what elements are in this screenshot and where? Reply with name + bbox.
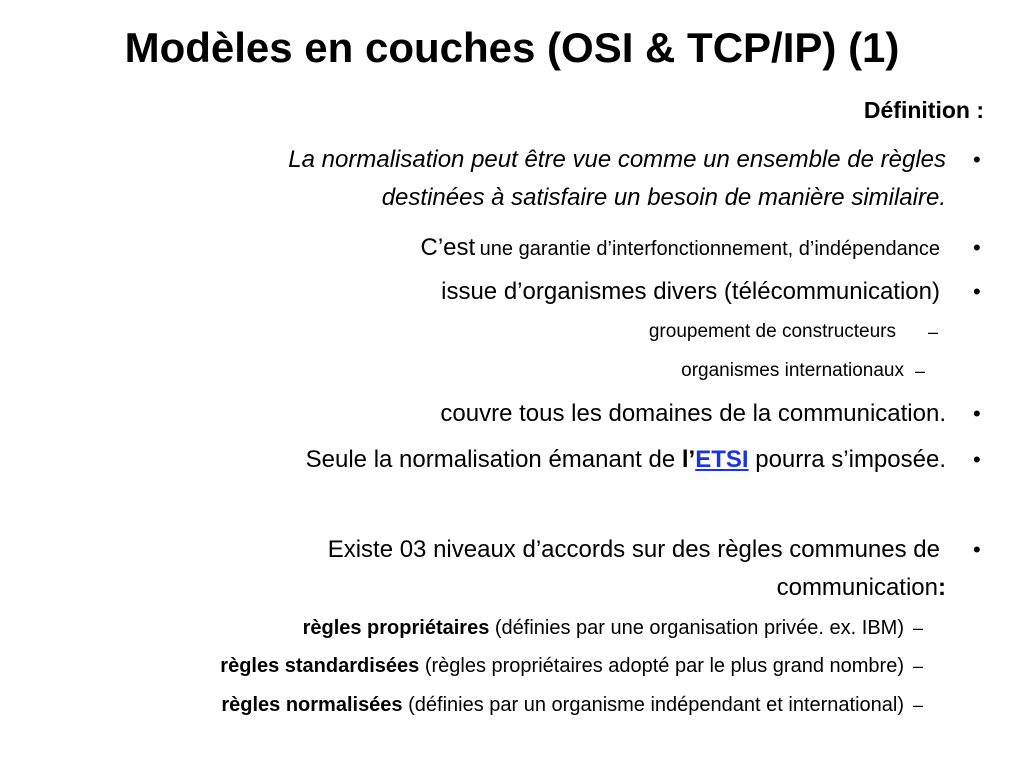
existe-line-2-text: communication — [776, 574, 938, 601]
regles-bold: règles propriétaires — [302, 617, 490, 639]
regles-rest: (définies par une organisation privée. ex. IBM) — [489, 617, 904, 639]
bullet-seule-text — [306, 440, 946, 480]
bullet-issue-text: issue d’organismes divers (télécommunication) — [441, 278, 940, 305]
dash-marker: – — [928, 322, 939, 342]
dash-marker: – — [913, 618, 924, 638]
seule-bold: l’ — [681, 446, 696, 473]
bullet-couvre-text: couvre tous les domaines de la communication. — [440, 400, 946, 427]
regles-rest: (définies par un organisme indépendant et international) — [402, 694, 904, 716]
existe-line-1: Existe 03 niveaux d’accords sur des règles communes de — [327, 536, 940, 563]
bullet-cest-text — [421, 228, 940, 268]
definition-heading: Définition : — [863, 97, 984, 123]
bullet-marker: • — [973, 447, 981, 472]
existe-line-2 — [777, 568, 946, 608]
regles-bold: règles normalisées — [221, 694, 403, 716]
bullet-marker: • — [973, 401, 981, 426]
seule-suffix: pourra s’imposée. — [748, 446, 946, 473]
definition-line-1: La normalisation peut être vue comme un ensemble de règles — [288, 146, 946, 173]
existe-colon: : — [938, 574, 946, 601]
cest-rest: une garantie d’interfonctionnement, d’indépendance — [479, 238, 940, 260]
etsi-link[interactable]: ETSI — [695, 446, 749, 473]
slide-title: Modèles en couches (OSI & TCP/IP) (1) — [124, 24, 900, 71]
bullet-marker: • — [973, 147, 981, 172]
bullet-marker: • — [973, 279, 981, 304]
seule-prefix: Seule la normalisation émanant de — [305, 446, 682, 473]
regles-proprietaires-text — [303, 609, 904, 647]
regles-bold: règles standardisées — [220, 655, 420, 677]
dash-marker: – — [913, 656, 924, 676]
cest-prefix: C’est — [420, 234, 476, 261]
sub-item-internationaux-text: organismes internationaux — [681, 360, 904, 381]
bullet-marker: • — [973, 235, 981, 260]
sub-item-constructeurs-text: groupement de constructeurs — [648, 321, 896, 342]
regles-standardisees-text — [220, 647, 904, 685]
dash-marker: – — [915, 361, 926, 381]
dash-marker: – — [913, 695, 924, 715]
definition-line-2: destinées à satisfaire un besoin de manière similaire. — [381, 184, 946, 211]
regles-normalisees-text — [221, 686, 904, 724]
bullet-marker: • — [973, 537, 981, 562]
regles-rest: (règles propriétaires adopté par le plus grand nombre) — [419, 655, 904, 677]
